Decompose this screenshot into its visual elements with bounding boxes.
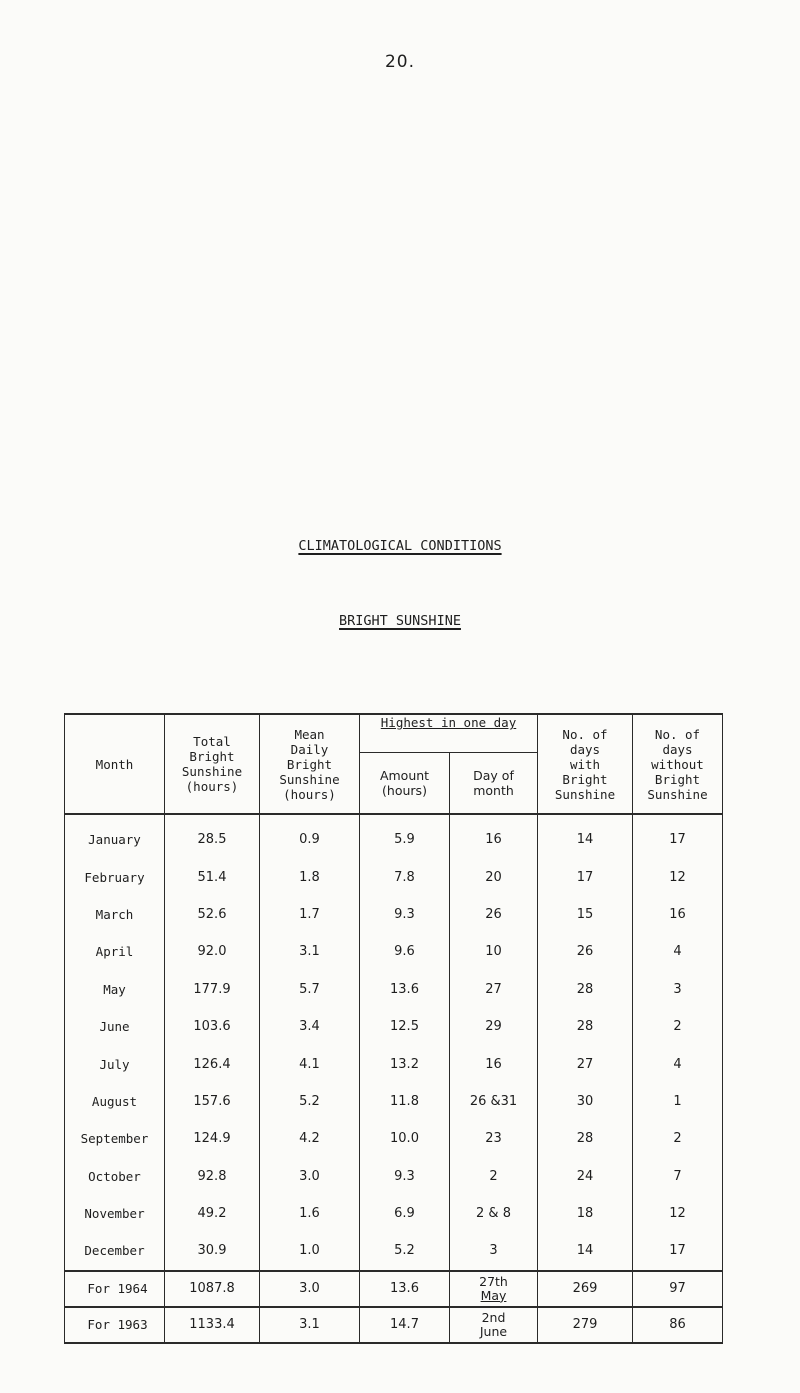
day-cell: 26: [450, 896, 538, 933]
page-title: CLIMATOLOGICAL CONDITIONS: [298, 538, 502, 554]
days-with-cell: 17: [538, 858, 633, 895]
header-line: Bright: [189, 749, 235, 764]
days-with-cell: 14: [538, 814, 633, 858]
amount-cell: 13.2: [360, 1045, 450, 1082]
day-cell: [450, 1307, 538, 1343]
day-cell: 27: [450, 971, 538, 1008]
day-cell: 16: [450, 814, 538, 858]
days-without-cell: 97: [633, 1271, 723, 1307]
days-without-cell: 1: [633, 1083, 723, 1120]
header-line: (hours): [382, 783, 427, 799]
amount-cell: 14.7: [360, 1307, 450, 1343]
day-cell: 2: [450, 1158, 538, 1195]
header-total: [165, 714, 260, 814]
month-cell: November: [65, 1195, 165, 1232]
mean-cell: 1.8: [260, 858, 360, 895]
month-cell: May: [65, 971, 165, 1008]
table-row: [65, 933, 723, 970]
month-cell: September: [65, 1120, 165, 1157]
mean-cell: 0.9: [260, 814, 360, 858]
month-line: June: [479, 1323, 508, 1339]
header-line: No. of: [562, 726, 608, 742]
table-row: [65, 1232, 723, 1270]
month-cell: March: [65, 896, 165, 933]
header-line: Sunshine: [279, 771, 340, 787]
header-highest: Highest in one day: [360, 714, 538, 753]
days-without-cell: 4: [633, 933, 723, 970]
mean-cell: 3.0: [260, 1158, 360, 1195]
month-cell: January: [65, 814, 165, 858]
total-cell: 124.9: [165, 1120, 260, 1157]
days-with-cell: 28: [538, 1120, 633, 1157]
month-cell: August: [65, 1083, 165, 1120]
amount-cell: 11.8: [360, 1083, 450, 1120]
header-line: days: [662, 741, 693, 757]
days-with-cell: 18: [538, 1195, 633, 1232]
total-cell: 52.6: [165, 896, 260, 933]
header-line: Mean: [294, 726, 325, 742]
days-with-cell: 269: [538, 1271, 633, 1307]
header-line: Sunshine: [554, 786, 616, 802]
days-without-cell: 7: [633, 1158, 723, 1195]
days-without-cell: 86: [633, 1307, 723, 1343]
header-days-with: [538, 714, 633, 814]
header-line: Sunshine: [181, 764, 243, 779]
mean-cell: 3.1: [260, 1307, 360, 1343]
header-line: with: [569, 756, 601, 772]
mean-cell: 3.0: [260, 1271, 360, 1307]
header-line: Day of: [473, 768, 514, 784]
amount-cell: 9.3: [360, 896, 450, 933]
mean-cell: 5.2: [260, 1083, 360, 1120]
total-cell: 103.6: [165, 1008, 260, 1045]
total-cell: 157.6: [165, 1083, 260, 1120]
header-mean: [260, 714, 360, 814]
sunshine-table: [64, 713, 723, 1344]
header-line: month: [473, 783, 514, 799]
mean-cell: 1.7: [260, 896, 360, 933]
year-label: For 1964: [65, 1271, 165, 1307]
table-row: [65, 1045, 723, 1082]
amount-cell: 5.9: [360, 814, 450, 858]
days-with-cell: 30: [538, 1083, 633, 1120]
day-cell: 23: [450, 1120, 538, 1157]
year-label: For 1963: [65, 1307, 165, 1343]
mean-cell: 5.7: [260, 971, 360, 1008]
header-line: (hours): [283, 786, 336, 802]
day-cell: 16: [450, 1045, 538, 1082]
page-number: 20.: [384, 52, 416, 72]
total-cell: 126.4: [165, 1045, 260, 1082]
days-with-cell: 24: [538, 1158, 633, 1195]
amount-cell: 13.6: [360, 971, 450, 1008]
days-with-cell: 28: [538, 1008, 633, 1045]
header-line: Total: [193, 734, 231, 749]
month-line: May: [480, 1287, 507, 1303]
days-with-cell: 26: [538, 933, 633, 970]
days-with-cell: 14: [538, 1232, 633, 1270]
days-without-cell: 17: [633, 814, 723, 858]
days-without-cell: 3: [633, 971, 723, 1008]
day-cell: 3: [450, 1232, 538, 1270]
header-line: Sunshine: [647, 786, 708, 802]
mean-cell: 3.4: [260, 1008, 360, 1045]
table-row: [65, 1083, 723, 1120]
month-cell: December: [65, 1232, 165, 1270]
mean-cell: 4.1: [260, 1045, 360, 1082]
header-line: Bright: [562, 771, 608, 787]
amount-cell: 10.0: [360, 1120, 450, 1157]
day-line: 2nd: [481, 1309, 506, 1325]
total-cell: 92.8: [165, 1158, 260, 1195]
header-day-of-month: [450, 753, 538, 814]
table-row: [65, 1120, 723, 1157]
header-line: Daily: [290, 741, 329, 757]
table-row: [65, 814, 723, 858]
amount-cell: 5.2: [360, 1232, 450, 1270]
days-with-cell: 15: [538, 896, 633, 933]
amount-cell: 6.9: [360, 1195, 450, 1232]
days-without-cell: 16: [633, 896, 723, 933]
header-line: without: [651, 756, 704, 772]
total-cell: 30.9: [165, 1232, 260, 1270]
month-cell: October: [65, 1158, 165, 1195]
header-line: days: [569, 741, 601, 757]
mean-cell: 4.2: [260, 1120, 360, 1157]
amount-cell: 12.5: [360, 1008, 450, 1045]
day-line: 27th: [479, 1273, 508, 1289]
total-cell: 51.4: [165, 858, 260, 895]
month-cell: June: [65, 1008, 165, 1045]
table-row: [65, 858, 723, 895]
table-row: [65, 971, 723, 1008]
day-cell: 2 & 8: [450, 1195, 538, 1232]
amount-cell: 13.6: [360, 1271, 450, 1307]
total-cell: 1087.8: [165, 1271, 260, 1307]
day-cell: 29: [450, 1008, 538, 1045]
header-line: Bright: [654, 771, 701, 787]
header-days-without: [633, 714, 723, 814]
days-with-cell: 279: [538, 1307, 633, 1343]
table-row: [65, 1158, 723, 1195]
header-line: No. of: [654, 726, 701, 742]
day-cell: 26 &31: [450, 1083, 538, 1120]
total-cell: 28.5: [165, 814, 260, 858]
header-line: (hours): [185, 779, 239, 794]
mean-cell: 1.0: [260, 1232, 360, 1270]
days-with-cell: 27: [538, 1045, 633, 1082]
month-cell: July: [65, 1045, 165, 1082]
header-line: Bright: [286, 756, 333, 772]
total-cell: 49.2: [165, 1195, 260, 1232]
header-amount: [360, 753, 450, 814]
month-cell: February: [65, 858, 165, 895]
days-without-cell: 12: [633, 858, 723, 895]
day-cell: 20: [450, 858, 538, 895]
days-without-cell: 2: [633, 1120, 723, 1157]
amount-cell: 7.8: [360, 858, 450, 895]
header-line: Amount: [379, 768, 430, 784]
day-cell: [450, 1271, 538, 1307]
days-with-cell: 28: [538, 971, 633, 1008]
total-cell: 1133.4: [165, 1307, 260, 1343]
amount-cell: 9.6: [360, 933, 450, 970]
days-without-cell: 17: [633, 1232, 723, 1270]
day-cell: 10: [450, 933, 538, 970]
table-row: [65, 1195, 723, 1232]
days-without-cell: 12: [633, 1195, 723, 1232]
header-month: Month: [65, 714, 165, 814]
summary-row: [65, 1307, 723, 1343]
table-row: [65, 896, 723, 933]
total-cell: 177.9: [165, 971, 260, 1008]
summary-row: [65, 1271, 723, 1307]
days-without-cell: 2: [633, 1008, 723, 1045]
month-cell: April: [65, 933, 165, 970]
amount-cell: 9.3: [360, 1158, 450, 1195]
mean-cell: 3.1: [260, 933, 360, 970]
mean-cell: 1.6: [260, 1195, 360, 1232]
total-cell: 92.0: [165, 933, 260, 970]
table-title: BRIGHT SUNSHINE: [339, 613, 461, 629]
days-without-cell: 4: [633, 1045, 723, 1082]
table-row: [65, 1008, 723, 1045]
